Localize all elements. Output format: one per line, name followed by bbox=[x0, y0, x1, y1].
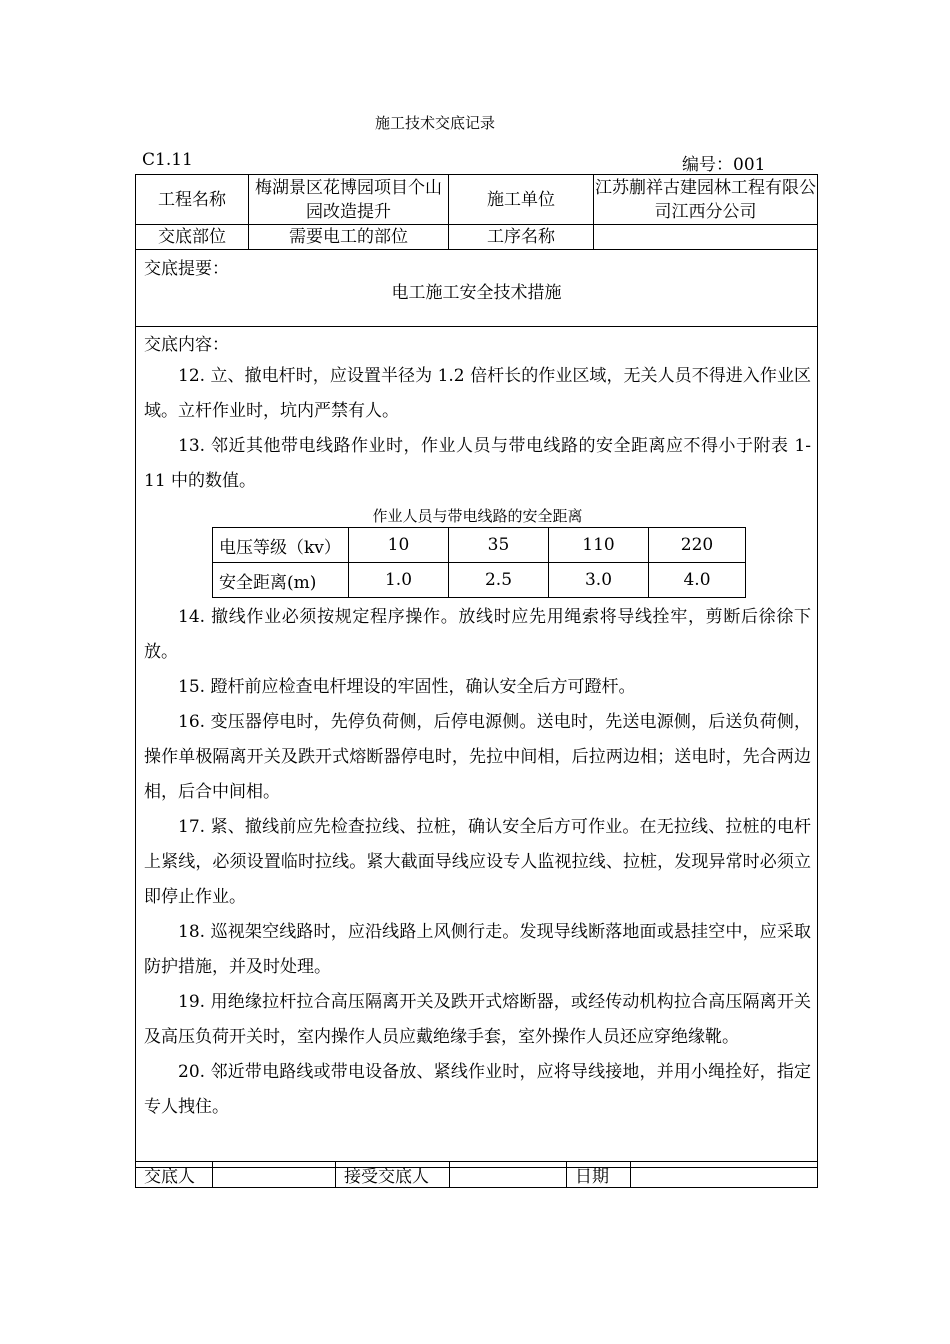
construction-unit-label: 施工单位 bbox=[449, 175, 594, 225]
process-name-label: 工序名称 bbox=[449, 225, 594, 250]
content-label: 交底内容： bbox=[144, 335, 229, 355]
summary-text: 电工施工安全技术措施 bbox=[391, 283, 562, 303]
clause-20: 20. 邻近带电路线或带电设备放、紧线作业时，应将导线接地，并用小绳拴好，指定专人拽住。 bbox=[144, 1062, 811, 1117]
date-value bbox=[631, 1162, 818, 1188]
summary-cell bbox=[136, 250, 818, 327]
clause-19: 19. 用绝缘拉杆拉合高压隔离开关及跌开式熔断器，或经传动机构拉合高压隔离开关及高压负荷开关时，室内操作人员应戴绝缘手套，室外操作人员还应穿绝缘靴。 bbox=[144, 992, 811, 1047]
voltage-cell: 110 bbox=[549, 528, 649, 563]
signature-table bbox=[135, 1161, 818, 1188]
process-name-value bbox=[594, 225, 818, 250]
clause-12: 12. 立、撤电杆时，应设置半径为 1.2 倍杆长的作业区域，无关人员不得进入作业区域。立杆作业时，坑内严禁有人。 bbox=[144, 366, 811, 421]
receiver-label: 接受交底人 bbox=[336, 1162, 450, 1188]
summary-label: 交底提要： bbox=[144, 259, 229, 279]
content-row bbox=[136, 327, 818, 1168]
distance-row bbox=[213, 563, 746, 598]
discloser-label: 交底人 bbox=[136, 1162, 213, 1188]
receiver-value bbox=[450, 1162, 567, 1188]
discloser-value bbox=[213, 1162, 336, 1188]
disclosure-part-label: 交底部位 bbox=[136, 225, 249, 250]
document-title: 施工技术交底记录 bbox=[374, 114, 495, 132]
clause-17: 17. 紧、撤线前应先检查拉线、拉桩，确认安全后方可作业。在无拉线、拉桩的电杆上紧线，必须设置临时拉线。紧大截面导线应设专人监视拉线、拉桩，发现异常时必须立即停止作业。 bbox=[144, 817, 811, 907]
construction-unit-value: 江苏蒯祥古建园林工程有限公司江西分公司 bbox=[594, 175, 818, 225]
safety-distance-table bbox=[212, 527, 746, 598]
distance-cell: 1.0 bbox=[349, 563, 449, 598]
signature-row bbox=[136, 1162, 818, 1188]
voltage-cell: 35 bbox=[449, 528, 549, 563]
voltage-label: 电压等级（kv） bbox=[213, 528, 349, 563]
content-cell bbox=[136, 327, 818, 1168]
disclosure-part-value: 需要电工的部位 bbox=[249, 225, 449, 250]
clause-15: 15. 蹬杆前应检查电杆埋设的牢固性，确认安全后方可蹬杆。 bbox=[178, 677, 636, 697]
form-code: C1.11 bbox=[142, 150, 193, 170]
project-row bbox=[136, 175, 818, 225]
distance-cell: 3.0 bbox=[549, 563, 649, 598]
summary-row bbox=[136, 250, 818, 327]
voltage-row bbox=[213, 528, 746, 563]
project-name-value: 梅湖景区花博园项目个山园改造提升 bbox=[249, 175, 449, 225]
clause-14: 14. 撤线作业必须按规定程序操作。放线时应先用绳索将导线拴牢，剪断后徐徐下放。 bbox=[144, 607, 811, 662]
voltage-cell: 10 bbox=[349, 528, 449, 563]
clause-16: 16. 变压器停电时，先停负荷侧，后停电源侧。送电时，先送电源侧，后送负荷侧，操作单极隔离开关及跌开式熔断器停电时，先拉中间相，后拉两边相；送电时，先合两边相，后合中间相。 bbox=[144, 712, 811, 802]
serial-number: 编号：001 bbox=[682, 155, 766, 175]
distance-table-title: 作业人员与带电线路的安全距离 bbox=[372, 507, 583, 525]
clause-18: 18. 巡视架空线路时，应沿线路上风侧行走。发现导线断落地面或悬挂空中，应采取防护措施，并及时处理。 bbox=[144, 922, 811, 977]
distance-cell: 4.0 bbox=[649, 563, 746, 598]
distance-cell: 2.5 bbox=[449, 563, 549, 598]
disclosure-record-table bbox=[135, 174, 818, 1168]
part-row bbox=[136, 225, 818, 250]
voltage-cell: 220 bbox=[649, 528, 746, 563]
clause-13: 13. 邻近其他带电线路作业时，作业人员与带电线路的安全距离应不得小于附表 1-11 中的数值。 bbox=[144, 436, 811, 491]
distance-label: 安全距离(m) bbox=[213, 563, 349, 598]
project-name-label: 工程名称 bbox=[136, 175, 249, 225]
date-label: 日期 bbox=[567, 1162, 631, 1188]
